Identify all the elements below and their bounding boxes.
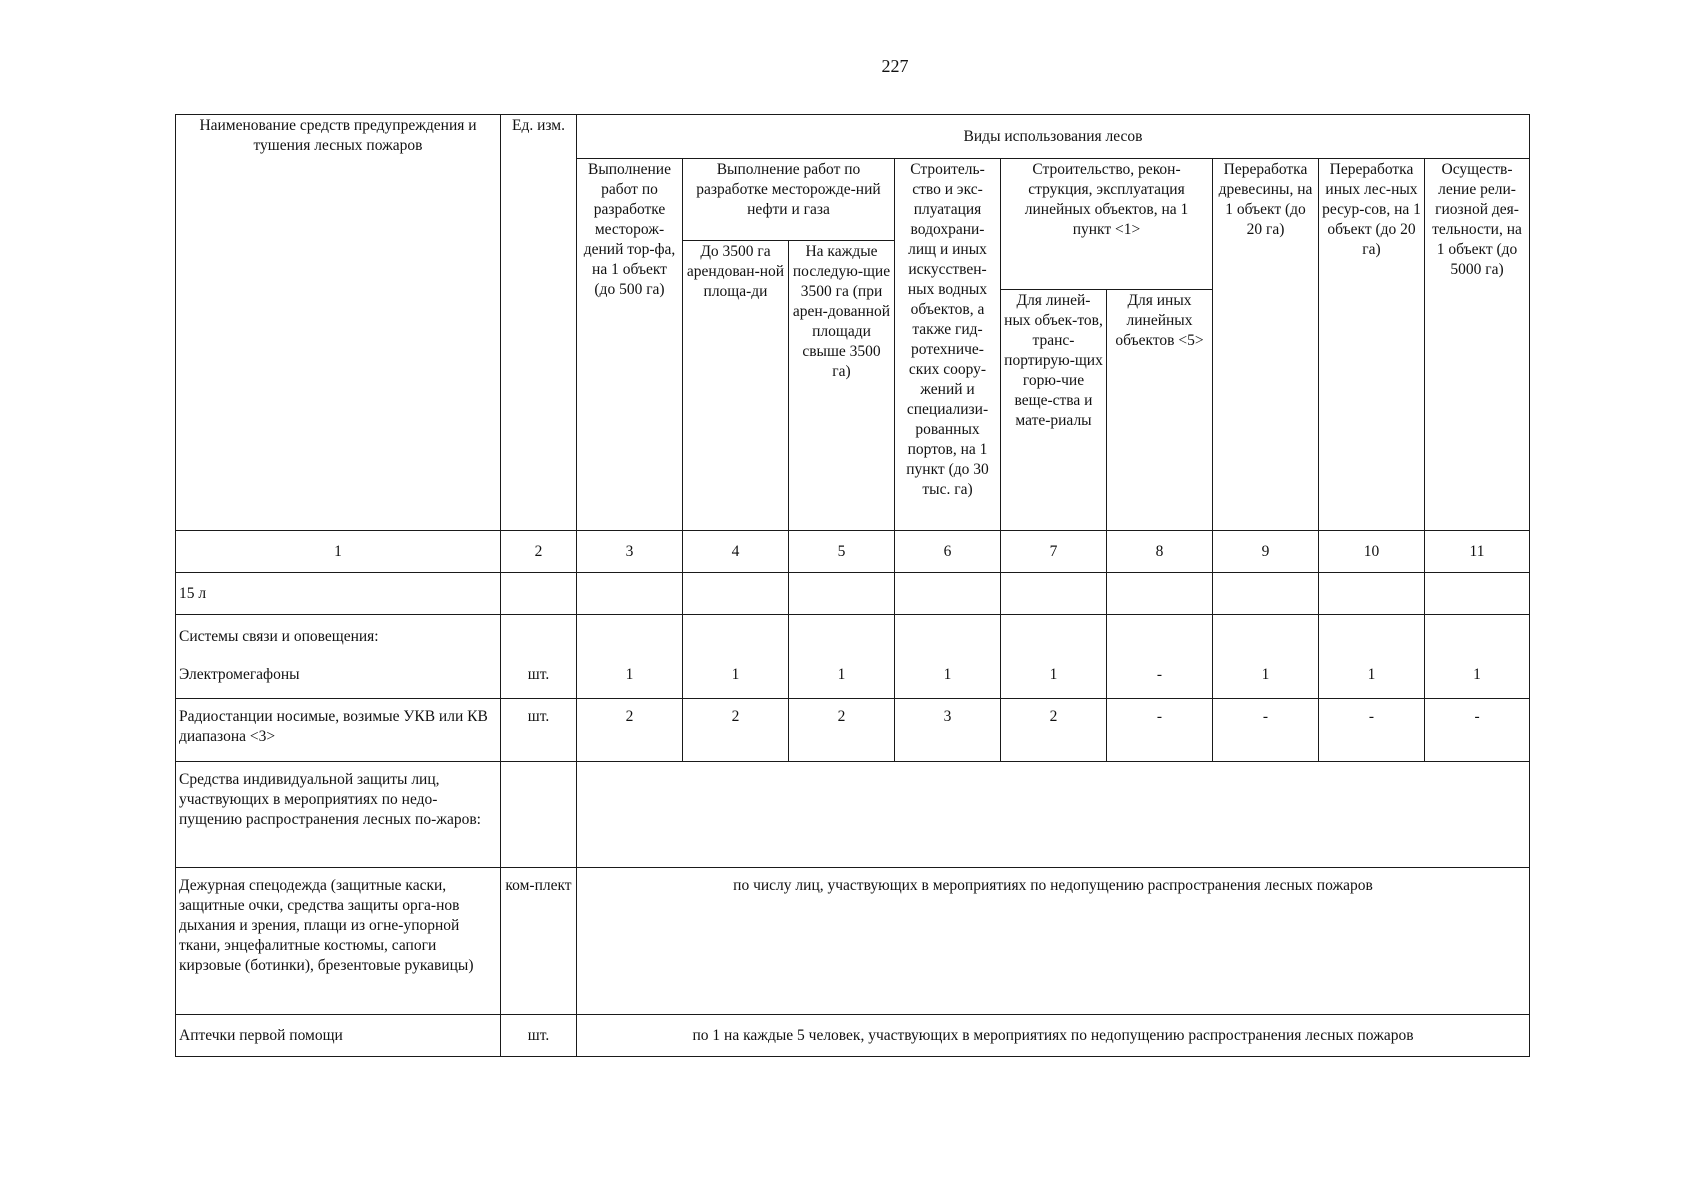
column-number: 2 — [501, 531, 577, 573]
table-row — [176, 615, 1530, 699]
header-col3: Выполнение работ по разработке месторож-дений тор-фа, на 1 объект (до 500 га) — [577, 159, 683, 531]
value-cell: 1 — [895, 615, 1001, 699]
header-col7: Для линей-ных объек-тов, транс-портирую-щих горю-чие веще-ства и мате-риалы — [1001, 290, 1107, 531]
row-name: Радиостанции носимые, возимые УКВ или КВ диапазона <3> — [176, 699, 501, 762]
value-cell: 1 — [1319, 615, 1425, 699]
value-cell: 2 — [789, 699, 895, 762]
merged-note-cell: по 1 на каждые 5 человек, участвующих в мероприятиях по недопущению распространения лесных пожаров — [577, 1015, 1530, 1057]
value-cell: - — [1107, 615, 1213, 699]
column-number: 3 — [577, 531, 683, 573]
value-cell: - — [1213, 699, 1319, 762]
header-col4-5: Выполнение работ по разработке месторожде-ний нефти и газа — [683, 159, 895, 241]
table-row — [176, 868, 1530, 1015]
unit-cell: ком-плект — [501, 868, 577, 1015]
header-col7-8: Строительство, рекон-струкция, эксплуатация линейных объектов, на 1 пункт <1> — [1001, 159, 1213, 290]
unit-cell — [501, 762, 577, 868]
header-col6: Строитель-ство и экс-плуатация водохрани-лищ и иных искусствен-ных водных объектов, а также гид-ротехниче-ских соору-жений и специализи-рованных портов, на 1 пункт (до 30 тыс. га) — [895, 159, 1001, 531]
merged-value-cell — [577, 762, 1530, 868]
column-number: 8 — [1107, 531, 1213, 573]
value-cell: 2 — [1001, 699, 1107, 762]
column-number: 4 — [683, 531, 789, 573]
header-col5: На каждые последую-щие 3500 га (при арен-дованной площади свыше 3500 га) — [789, 241, 895, 531]
table-row — [176, 1015, 1530, 1057]
column-number: 5 — [789, 531, 895, 573]
row-name: Дежурная спецодежда (защитные каски, защитные очки, средства защиты орга-нов дыхания и зрения, плащи из огне-упорной ткани, энцефалитные костюмы, сапоги кирзовые (ботинки), брезентовые рукавицы) — [176, 868, 501, 1015]
column-number: 11 — [1425, 531, 1530, 573]
section-title: Средства индивидуальной защиты лиц, участвующих в мероприятиях по недо-пущению распространения лесных по-жаров: — [176, 762, 501, 868]
row-name: Аптечки первой помощи — [176, 1015, 501, 1057]
table-row — [176, 573, 1530, 615]
value-cell: 3 — [895, 699, 1001, 762]
unit-cell: шт. — [501, 699, 577, 762]
table-row — [176, 762, 1530, 868]
unit-cell: шт. — [501, 1015, 577, 1057]
header-group-cell: Виды использования лесов — [577, 115, 1530, 159]
header-unit-cell: Ед. изм. — [501, 115, 577, 531]
header-col9: Переработка древесины, на 1 объект (до 20 га) — [1213, 159, 1319, 531]
value-cell: - — [1107, 699, 1213, 762]
table-row — [176, 699, 1530, 762]
value-cell: 1 — [789, 615, 895, 699]
row-name: 15 л — [176, 573, 501, 615]
header-col10: Переработка иных лес-ных ресур-сов, на 1 объект (до 20 га) — [1319, 159, 1425, 531]
column-number: 6 — [895, 531, 1001, 573]
header-col11: Осуществ-ление рели-гиозной дея-тельности, на 1 объект (до 5000 га) — [1425, 159, 1530, 531]
column-number: 7 — [1001, 531, 1107, 573]
unit-cell: шт. — [501, 615, 577, 699]
value-cell: 1 — [577, 615, 683, 699]
forest-fire-equipment-table — [175, 114, 1530, 1057]
value-cell: 2 — [683, 699, 789, 762]
column-number: 9 — [1213, 531, 1319, 573]
row-name — [176, 615, 501, 699]
value-cell: - — [1319, 699, 1425, 762]
header-col8: Для иных линейных объектов <5> — [1107, 290, 1213, 531]
value-cell: 1 — [1213, 615, 1319, 699]
value-cell: 1 — [683, 615, 789, 699]
column-number: 1 — [176, 531, 501, 573]
header-name-cell: Наименование средств предупреждения и тушения лесных пожаров — [176, 115, 501, 531]
section-title: Системы связи и оповещения: — [179, 628, 379, 645]
value-cell: 1 — [1001, 615, 1107, 699]
merged-note-cell: по числу лиц, участвующих в мероприятиях по недопущению распространения лесных пожаров — [577, 868, 1530, 1015]
header-col4: До 3500 га арендован-ной площа-ди — [683, 241, 789, 531]
value-cell: 2 — [577, 699, 683, 762]
value-cell: - — [1425, 699, 1530, 762]
row-name-text: Электромегафоны — [179, 666, 300, 683]
page-number: 227 — [881, 56, 909, 76]
column-number-row — [176, 531, 1530, 573]
column-number: 10 — [1319, 531, 1425, 573]
value-cell: 1 — [1425, 615, 1530, 699]
